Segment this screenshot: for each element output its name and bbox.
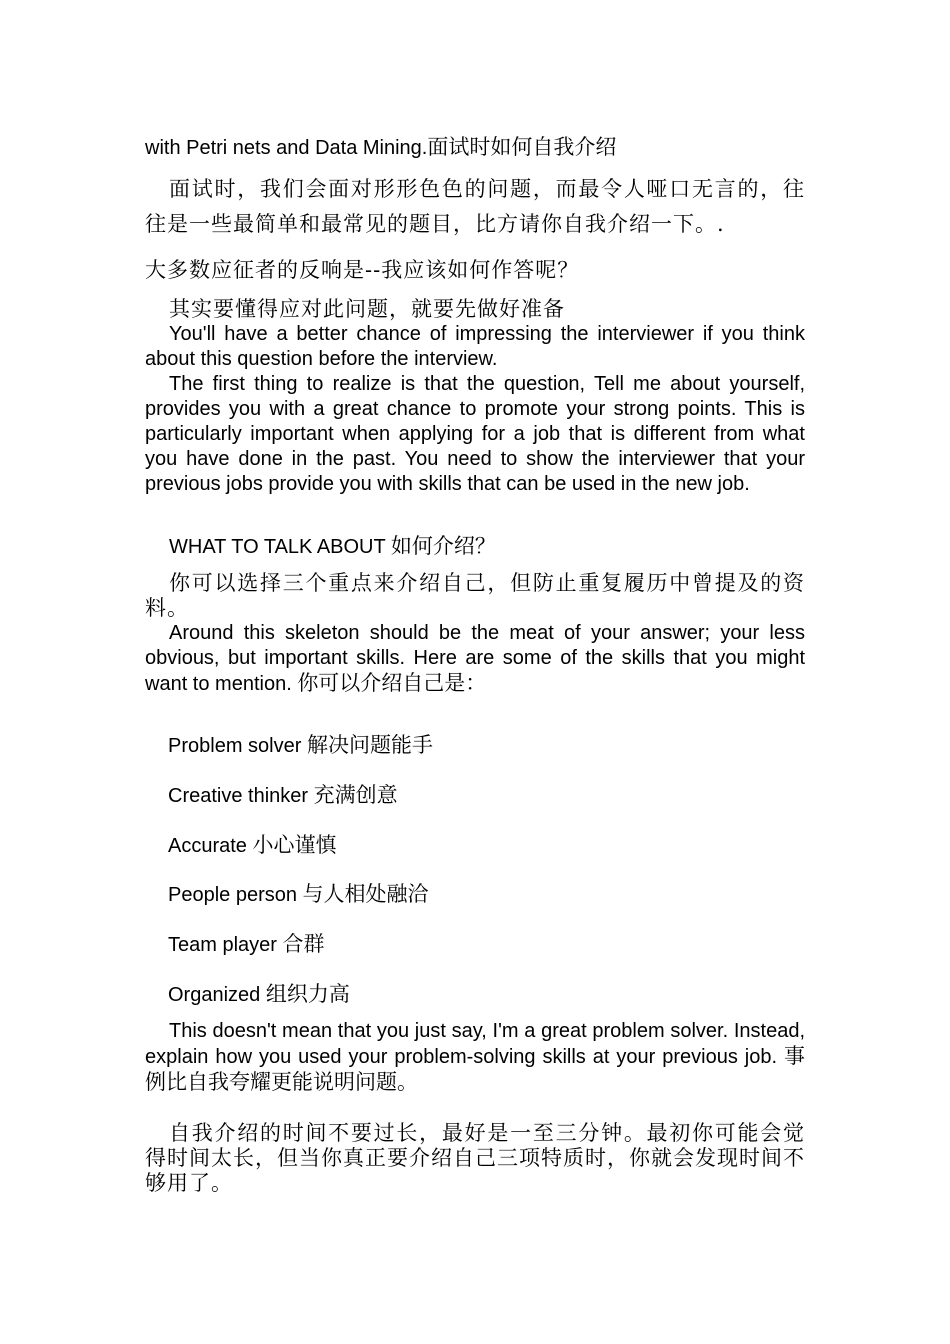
paragraph-first-thing: The first thing to realize is that the question, Tell me about yourself, provides you with a great chance to promote your strong points. This is particularly important when applying for a job that is different from what you have done in the past. You need to show the interviewer that your previous jobs provide you with skills that can be used in the new job. bbox=[145, 373, 805, 495]
prepare-paragraph: 其实要懂得应对此问题，就要先做好准备 bbox=[169, 297, 565, 321]
skill-item bbox=[168, 982, 350, 1008]
skeleton-english: Around this skeleton should be the meat of your answer; your less obvious, but important skills. Here are some of the skills that you might want to mention. bbox=[145, 622, 805, 695]
skill-chinese: 解决问题能手 bbox=[306, 733, 433, 757]
skill-chinese: 与人相处融洽 bbox=[302, 882, 429, 906]
skill-item bbox=[168, 783, 398, 809]
three-points-paragraph: 你可以选择三个重点来介绍自己，但防止重复履历中曾提及的资料。 bbox=[145, 571, 805, 620]
skeleton-chinese: 你可以介绍自己是： bbox=[297, 671, 487, 695]
duration-paragraph: 自我介绍的时间不要过长，最好是一至三分钟。最初你可能会觉得时间太长，但当你真正要介绍自己三项特质时，你就会发现时间不够用了。 bbox=[145, 1121, 805, 1195]
skill-chinese: 充满创意 bbox=[313, 783, 398, 807]
skill-english: People person bbox=[168, 884, 297, 906]
what-to-talk-heading bbox=[145, 534, 805, 560]
skill-chinese: 小心谨慎 bbox=[252, 833, 337, 857]
heading-chinese: 面试时如何自我介绍 bbox=[427, 135, 617, 159]
skill-item bbox=[168, 882, 429, 908]
paragraph-better-chance: You'll have a better chance of impressing the interviewer if you think about this question before the interview. bbox=[145, 323, 805, 370]
skill-english: Organized bbox=[168, 984, 261, 1006]
skill-item bbox=[168, 733, 433, 759]
heading-english: with Petri nets and Data Mining. bbox=[145, 137, 428, 159]
skill-english: Team player bbox=[168, 934, 277, 956]
skill-item bbox=[168, 932, 325, 958]
skeleton-paragraph bbox=[145, 621, 805, 697]
question-paragraph: 大多数应征者的反响是--我应该如何作答呢？ bbox=[145, 258, 580, 282]
explain-chinese: 事例比自我夸耀更能说明问题。 bbox=[145, 1044, 805, 1094]
intro-paragraph: 面试时，我们会面对形形色色的问题，而最令人哑口无言的，往往是一些最简单和最常见的题目，比方请你自我介绍一下。. bbox=[145, 177, 805, 236]
document-heading bbox=[145, 135, 805, 161]
what-to-talk-chinese: 如何介绍？ bbox=[390, 534, 496, 558]
explain-paragraph bbox=[145, 1019, 805, 1096]
skill-chinese: 组织力高 bbox=[265, 982, 350, 1006]
skill-item bbox=[168, 833, 337, 859]
explain-english: This doesn't mean that you just say, I'm a great problem solver. Instead, explain how you used your problem-solving skills at your previous job. bbox=[145, 1020, 805, 1068]
what-to-talk-english: WHAT TO TALK ABOUT bbox=[169, 536, 386, 558]
skill-english: Problem solver bbox=[168, 735, 302, 757]
skill-english: Creative thinker bbox=[168, 785, 309, 807]
skill-english: Accurate bbox=[168, 835, 247, 857]
skill-chinese: 合群 bbox=[282, 932, 325, 956]
